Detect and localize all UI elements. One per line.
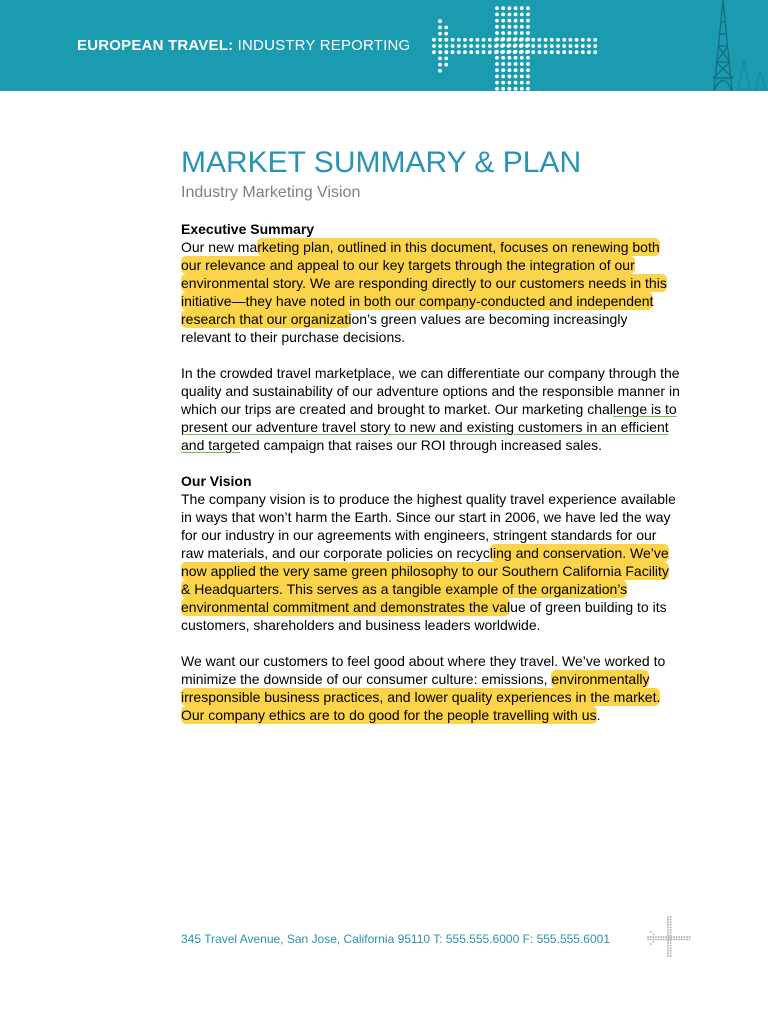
underlined-text: lenge is to present our adventure travel story to new and existing customers in an efficient and targe bbox=[181, 401, 677, 453]
executive-summary-paragraph-2 bbox=[181, 364, 681, 454]
text-run: We want our customers to feel good about where they travel. We’ve worked to minimize the downside of our consumer culture: emissions, bbox=[181, 653, 666, 687]
text-run: Our new ma bbox=[181, 239, 258, 255]
vision-paragraph-2 bbox=[181, 652, 681, 724]
executive-summary-paragraph-1 bbox=[181, 238, 681, 346]
plane-icon bbox=[646, 915, 692, 959]
page-subtitle: Industry Marketing Vision bbox=[181, 184, 361, 201]
dotted-plane-icon bbox=[0, 0, 768, 91]
highlighted-text: environmentally irresponsible business practices, and lower quality experiences in the market. Our company ethics are to do good for the people travelling with us bbox=[181, 671, 661, 723]
vision-paragraph-1 bbox=[181, 490, 681, 634]
text-run: . bbox=[596, 707, 601, 723]
executive-summary-heading: Executive Summary bbox=[181, 221, 315, 237]
brand-bold: EUROPEAN TRAVEL: bbox=[77, 37, 234, 54]
text-run: on’s green values are becoming increasingly relevant to their purchase decisions. bbox=[181, 311, 628, 345]
footer-address: 345 Travel Avenue, San Jose, California 95110 T: 555.555.6000 F: 555.555.6001 bbox=[181, 932, 610, 946]
text-run: ue of green building to its customers, shareholders and business leaders worldwide. bbox=[181, 599, 667, 633]
text-run: The company vision is to produce the highest quality travel experience available in ways that won’t harm the Earth. Since our start in 2006, we have led the way for our industry in our agreements with engineers, stringent standards for our raw materials, and our corporate policies on recyc bbox=[181, 491, 676, 561]
page-title: MARKET SUMMARY & PLAN bbox=[181, 146, 582, 179]
text-run: In the crowded travel marketplace, we can differentiate our company through the quality and sustainability of our adventure options and the responsible manner in which our trips are created and brought to market. Our marketing chal bbox=[181, 365, 680, 417]
highlighted-text: rketing plan, outlined in this document, focuses on renewing both our relevance and appeal to our key targets through the integration of our environmental story. We are responding directly to our customers needs in this initiative—they have noted in both our company-conducted and independent research that our organizati bbox=[181, 239, 667, 327]
brand-rest: INDUSTRY REPORTING bbox=[233, 37, 411, 54]
highlighted-text: ling and conservation. We’ve now applied the very same green philosophy to our Southern California Facility & Headquarters. This serves as a tangible example of the organization’s environmental commitment and demonstrates the val bbox=[181, 545, 669, 615]
eiffel-tower-icon bbox=[678, 0, 768, 91]
our-vision-heading: Our Vision bbox=[181, 473, 252, 489]
text-run: ted campaign that raises our ROI through increased sales. bbox=[240, 437, 603, 453]
document-body bbox=[181, 146, 681, 724]
header-banner bbox=[0, 0, 768, 91]
